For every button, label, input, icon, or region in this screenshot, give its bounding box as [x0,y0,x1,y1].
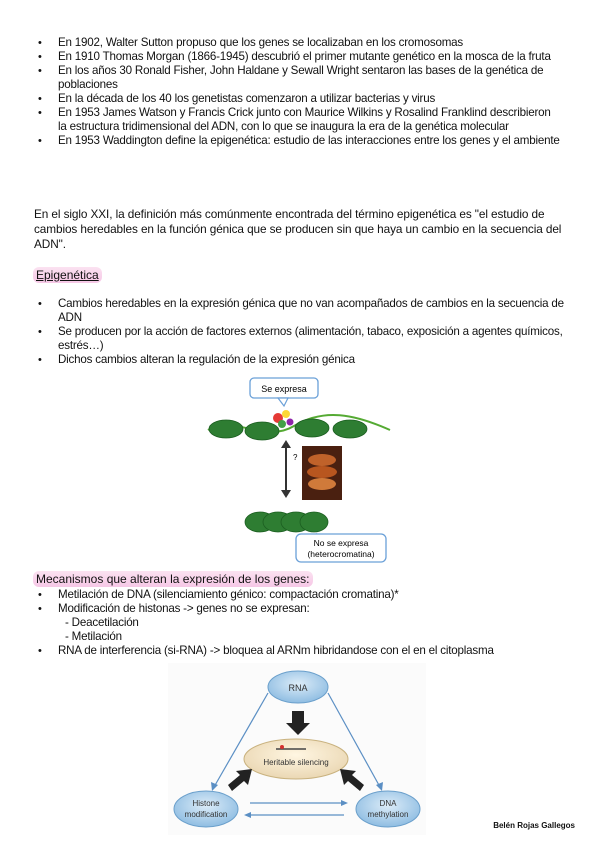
epigenetics-item: • Dichos cambios alteran la regulación de la expresión génica [34,353,564,367]
transcription-factor-icon [273,410,294,428]
history-item: • En 1910 Thomas Morgan (1866-1945) descubrió el primer mutante genético en la mosca de la fruta [34,50,562,64]
expressed-label: Se expresa [261,384,307,394]
history-list [34,36,562,148]
svg-text:?: ? [293,453,298,462]
dna-label-1: DNA [379,799,397,808]
mechanism-histone-modification: • Modificación de histonas -> genes no se expresan: [34,602,564,616]
histone-label-1: Histone [192,799,220,808]
mechanism-rna-interference: • RNA de interferencia (si-RNA) -> bloquea al ARNm hibridandose con el en el citoplasma [34,644,564,658]
history-item: • En 1953 Waddington define la epigenética: estudio de las interacciones entre los genes y el ambiente [34,134,562,148]
mechanisms-list [34,588,564,658]
heritable-silencing-label: Heritable silencing [263,758,329,767]
history-item: • En 1953 James Watson y Francis Crick junto con Maurice Wilkins y Rosalind Franklind describieron la estructura tridimensional del ADN, con lo que se inaugura la era de la genética molecular [34,106,562,134]
history-item: • En 1902, Walter Sutton propuso que los genes se localizaban en los cromosomas [34,36,562,50]
dna-methylation-node [356,791,420,827]
history-item: • En los años 30 Ronald Fisher, John Haldane y Sewall Wright sentaron las bases de la genética de poblaciones [34,64,562,92]
silencing-mechanisms-figure [168,663,426,835]
nucleosomes-compact [245,512,328,532]
epigenetics-item: • Cambios heredables en la expresión génica que no van acompañados de cambios en la secuencia de ADN [34,297,564,325]
epigenetics-heading: Epigenética [33,267,102,283]
definition-paragraph: En el siglo XXI, la definición más comúnmente encontrada del término epigenética es "el estudio de cambios heredables en la función génica que se producen sin que haya un cambio en la secuencia del ADN". [34,207,562,251]
author-credit: Belén Rojas Gallegos [493,821,575,830]
not-expressed-sublabel: (heterocromatina) [307,549,375,559]
mechanism-dna-methylation: • Metilación de DNA (silenciamiento génico: compactación cromatina)* [34,588,564,602]
dna-label-2: methylation [367,810,409,819]
chromatin-expression-figure [204,374,394,564]
histone-subitem: - Metilación [65,630,122,643]
histone-label-2: modification [184,810,228,819]
epigenetics-list [34,297,564,367]
mechanisms-heading: Mecanismos que alteran la expresión de los genes: [33,571,313,587]
not-expressed-label: No se expresa [313,538,369,548]
histone-node [174,791,238,827]
histone-subitem: - Deacetilación [65,616,139,629]
history-item: • En la década de los 40 los genetistas comenzaron a utilizar bacterias y virus [34,92,562,106]
epigenetics-item: • Se producen por la acción de factores externos (alimentación, tabaco, exposición a agentes químicos, estrés…) [34,325,564,353]
rna-label: RNA [288,683,308,693]
